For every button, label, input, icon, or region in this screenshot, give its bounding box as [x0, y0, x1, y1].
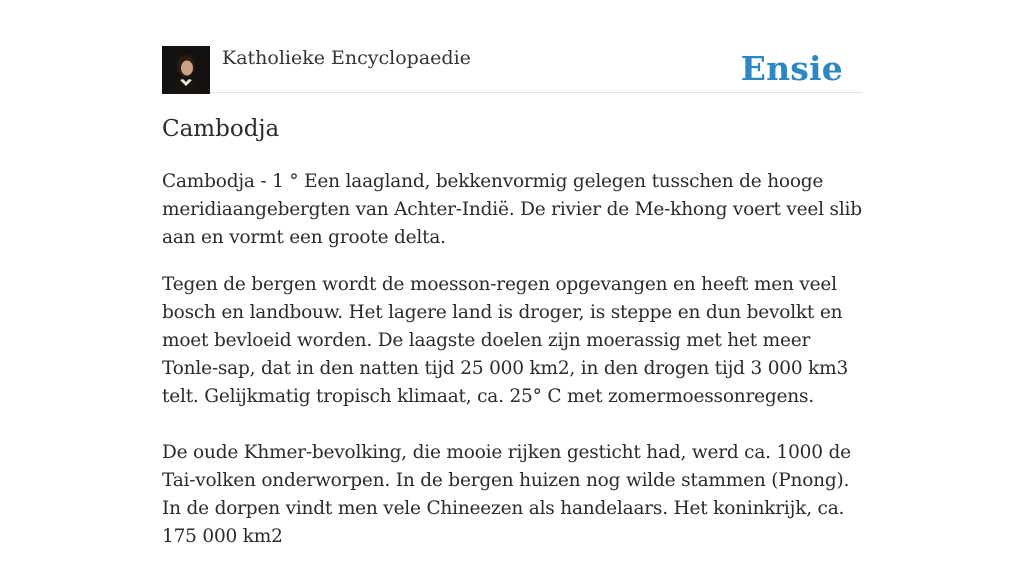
- article-body: [162, 168, 862, 570]
- portrait-icon: [162, 46, 210, 94]
- author-avatar[interactable]: [162, 46, 210, 94]
- article-paragraph: Tegen de bergen wordt de moesson-regen opgevangen en heeft men veel bosch en landbouw. Het lagere land is droger, is steppe en dun bevolkt en moet bevloeid worden. De laagste doelen zijn moerassig met het meer Tonle-sap, dat in den natten tijd 25 000 km2, in den drogen tijd 3 000 km3 telt. Gelijkmatig tropisch klimaat, ca. 25° C met zomermoessonregens. De oude Khmer-bevolking, die mooie rijken gesticht had, werd ca. 1000 de Tai-volken onderworpen. In de bergen huizen nog wilde stammen (Pnong). In de dorpen vindt men vele Chineezen als handelaars. Het koninkrijk, ca. 175 000 km2: [162, 274, 851, 547]
- source-title[interactable]: Katholieke Encyclopaedie: [222, 47, 471, 69]
- brand-logo[interactable]: Ensie: [740, 49, 843, 88]
- header: [162, 44, 862, 93]
- page-title: Cambodja: [162, 116, 280, 142]
- article-paragraph: Cambodja - 1 ° Een laagland, bekkenvormig gelegen tusschen de hooge meridiaangebergten van Achter-Indië. De rivier de Me-khong voert veel slib aan en vormt een groote delta.: [162, 171, 862, 248]
